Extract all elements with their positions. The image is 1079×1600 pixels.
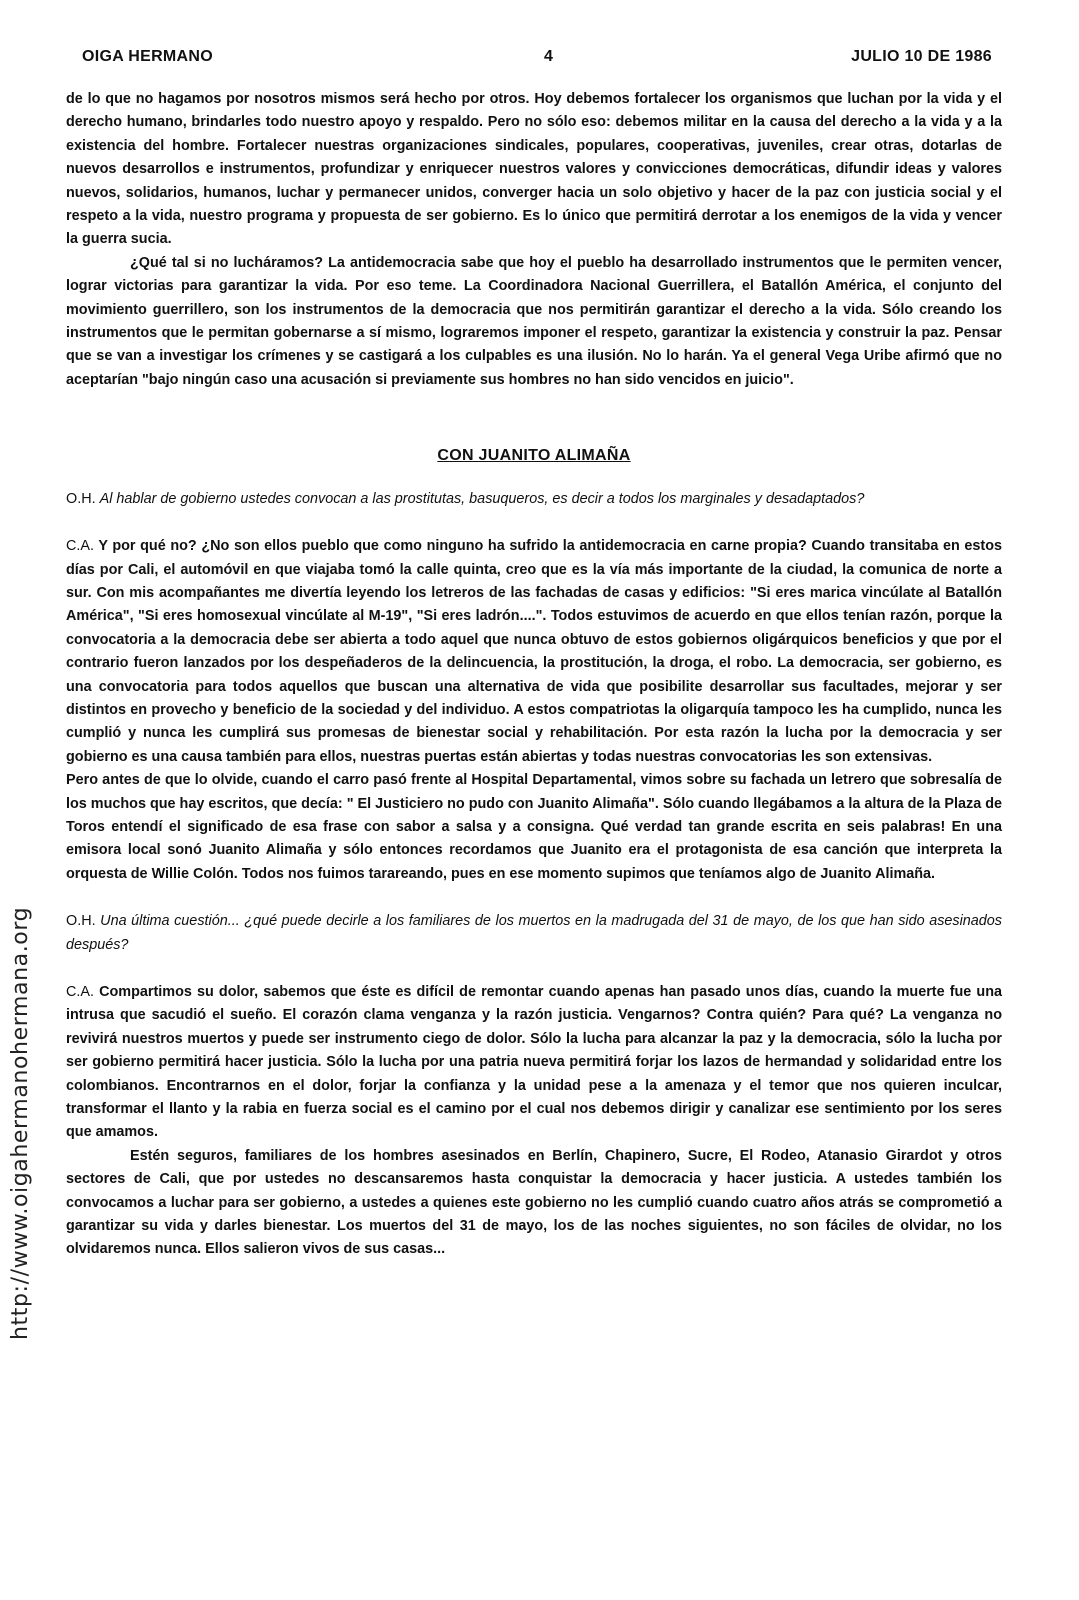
page-number: 4 <box>544 48 554 65</box>
section-title: CON JUANITO ALIMAÑA <box>437 447 631 465</box>
question-paragraph <box>66 910 1002 957</box>
intro-paragraph: de lo que no hagamos por nosotros mismos será hecho por otros. Hoy debemos fortalecer los organismos que luchan por la vida y el derecho humano, brindarles todo nuestro apoyo y respaldo. Pero no sólo eso: debemos militar en la causa del derecho a la vida y a la existencia del hombre. Fortalecer nuestras organizaciones sindicales, populares, cooperativas, juveniles, crear otras, dotarlas de nuevos desarrollos e instrumentos, profundizar y enriquecer nuestros valores y convicciones democráticas, difundir ideas y valores nuevos, solidarios, humanos, luchar y permanecer unidos, converger hacia un solo objetivo y hacer de la paz con justicia social y el respeto a la vida, nuestro programa y propuesta de ser gobierno. Es lo único que permitirá derrotar a los enemigos de la vida y vencer la guerra sucia. <box>66 91 1002 248</box>
article-body <box>66 88 1002 1262</box>
website-watermark: http://www.oigahermanohermana.org <box>8 906 33 1340</box>
page-header <box>82 48 992 72</box>
answer-text: Compartimos su dolor, sabemos que éste es difícil de remontar cuando apenas han pasado unos días, cuando la muerte fue una intrusa que sacudió el sueño. El corazón clama venganza y la razón justicia. Vengarnos? Contra quién? Para qué? La venganza no revivirá nuestros muertos y puede ser instrumento ciego de dolor. Sólo la lucha para alcanzar la paz y la democracia, sólo la lucha por ser gobierno permitirá hacer justicia. Sólo la lucha por una patria nueva permitirá forjar los lazos de hermandad y solidaridad entre los colombianos. Encontrarnos en el dolor, forjar la confianza y la unidad pese a la amenaza y el temor que nos quieren inculcar, transformar el llanto y la rabia en fuerza social es el camino por el cual nos debemos dirigir y canalizar ese sentimiento por los seres que amamos. <box>66 984 1003 1141</box>
question-paragraph <box>66 488 1002 511</box>
publication-name: OIGA HERMANO <box>82 48 214 65</box>
answer-paragraph: Estén seguros, familiares de los hombres asesinados en Berlín, Chapinero, Sucre, El Rodeo, Atanasio Girardot y otros sectores de Cali, que por ustedes no descansaremos hasta conquistar la democracia y hacer justicia. A ustedes también los convocamos a luchar para ser gobierno, a ustedes a quienes este gobierno no les cumplió cuando cuatro años atrás se comprometió a garantizar su vida y darles bienestar. Los muertos del 31 de mayo, los de las noches siguientes, no son fáciles de olvidar, no los olvidaremos nunca. Ellos salieron vivos de sus casas... <box>66 1147 1002 1258</box>
question-text: Una última cuestión... ¿qué puede decirle a los familiares de los muertos en la madrugada del 31 de mayo, de los que han sido asesinados después? <box>66 913 1002 953</box>
answer-paragraph <box>66 535 1002 769</box>
interviewee-label: C.A. <box>66 538 94 555</box>
interviewer-label: O.H. <box>66 913 96 930</box>
answer-paragraph <box>66 981 1002 1145</box>
answer-text: Y por qué no? ¿No son ellos pueblo que como ninguno ha sufrido la antidemocracia en carne propia? Cuando transitaba en estos días por Cali, el automóvil en que viajaba tomó la calle quinta, creo que es la vía más importante de la ciudad, la comunica de norte a sur. Con mis acompañantes me divertía leyendo los letreros de las fachadas de casas y edificios: "Si eres marica vincúlate al Batallón América", "Si eres homosexual vincúlate al M-19", "Si eres ladrón....". Todos estuvimos de acuerdo en que ellos tenían razón, porque la convocatoria a la democracia debe ser abierta a todo aquel que nunca obtuvo de estos gobiernos oligárquicos beneficios y que por el contrario fueron lanzados por los despeñaderos de la delincuencia, la prostitución, la droga, el robo. La democracia, ser gobierno, es una convocatoria para todos aquellos que buscan una alternativa de vida que posibilite desarrollar sus facultades, mejorar y ser distintos en provecho y beneficio de la sociedad y del individuo. A estos compatriotas la oligarquía tampoco les ha cumplido, nunca les cumplió y nunca les cumplirá sus promesas de bienestar social y rehabilitación. Por esta razón la lucha por la democracia y ser gobierno es una causa también para ellos, nuestras puertas están abiertas y todas nuestras convocatorias les son extensivas. <box>66 538 1002 765</box>
intro-paragraph: ¿Qué tal si no lucháramos? La antidemocracia sabe que hoy el pueblo ha desarrollado instrumentos que le permiten vencer, lograr victorias para garantizar la vida. Por eso teme. La Coordinadora Nacional Guerrillera, el Batallón América, el conjunto del movimiento guerrillero, son los instrumentos de la democracia que nos permitirán garantizar el derecho a la vida. Sólo creando los instrumentos que le permitan gobernarse a sí mismo, lograremos imponer el respeto, garantizar la existencia y construir la paz. Pensar que se van a investigar los crímenes y se castigará a los culpables es una ilusión. No lo harán. Ya el general Vega Uribe afirmó que no aceptarían "bajo ningún caso una acusación si previamente sus hombres no han sido vencidos en juicio". <box>66 254 1002 388</box>
interviewee-label: C.A. <box>66 984 94 1000</box>
interviewer-label: O.H. <box>66 490 96 507</box>
question-text: Al hablar de gobierno ustedes convocan a las prostitutas, basuqueros, es decir a todos los marginales y desadaptados? <box>99 490 865 507</box>
answer-paragraph: Pero antes de que lo olvide, cuando el carro pasó frente al Hospital Departamental, vimos sobre su fachada un letrero que sobresalía de los muchos que hay escritos, que decía: " El Justiciero no pudo con Juanito Alimaña". Sólo cuando llegábamos a la altura de la Plaza de Toros entendí el significado de esa frase con sabor a salsa y a consigna. Qué verdad tan grande escrita en seis palabras! En una emisora local sonó Juanito Alimaña y sólo entonces recordamos que Juanito era el protagonista de esa canción que interpreta la orquesta de Willie Colón. Todos nos fuimos tarareando, pues en ese momento supimos que teníamos algo de Juanito Alimaña. <box>66 772 1002 882</box>
issue-date: JULIO 10 DE 1986 <box>851 48 992 65</box>
